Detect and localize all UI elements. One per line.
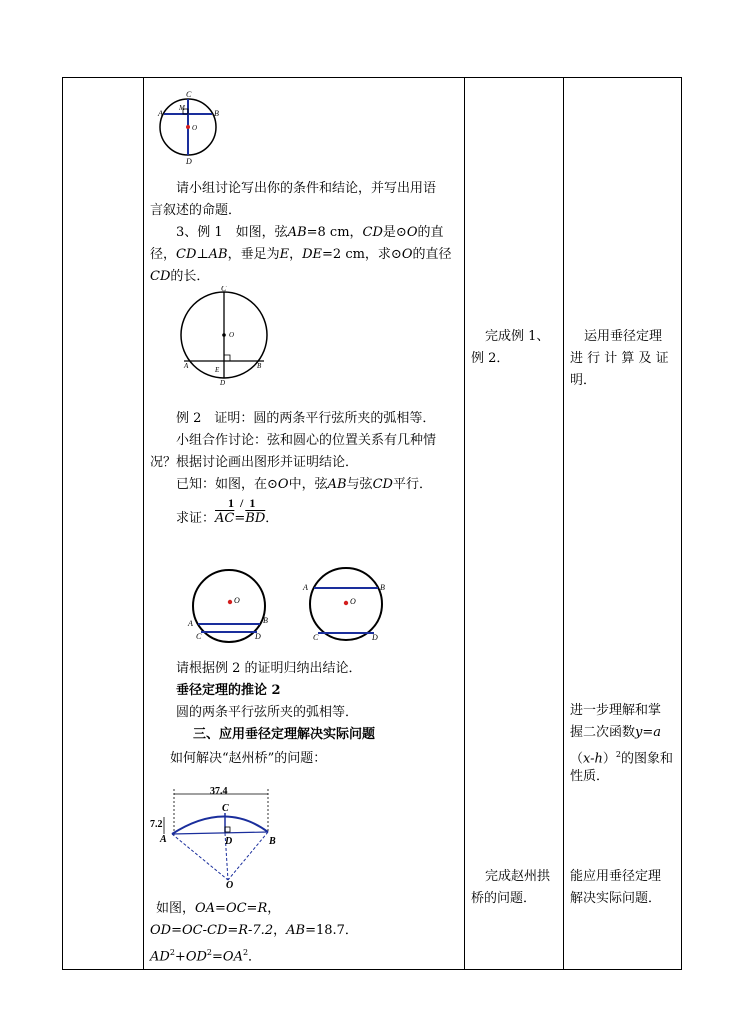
figure-example1-circle bbox=[175, 286, 275, 390]
discussion-prompt-line1: 请小组讨论写出你的条件和结论，并写出用语 bbox=[176, 181, 437, 196]
fig4-label-b: B bbox=[380, 583, 385, 592]
table-border-top bbox=[62, 77, 682, 78]
intent-c-line1: 能应用垂径定理 bbox=[570, 869, 662, 884]
intent-a-line1: 运用垂径定理 bbox=[584, 329, 663, 344]
example2-line2: 小组合作讨论：弦和圆心的位置关系有几种情 bbox=[176, 433, 437, 448]
bridge-label-d: D bbox=[225, 836, 233, 847]
intent-c-line2: 解决实际问题． bbox=[570, 891, 662, 906]
intent-b-line3: $(x-h)^2$的图象和 bbox=[570, 750, 674, 767]
example2-line3: 况？根据讨论画出图形并证明结论． bbox=[150, 455, 359, 470]
intent-b-line2: 握二次函数y=a bbox=[570, 725, 662, 740]
intent-a-line2: 进 行 计 算 及 证 bbox=[570, 351, 669, 366]
calc-line2: OD=OC-CD=R-7.2，AB=18.7． bbox=[150, 923, 358, 938]
fig2-label-a: A bbox=[184, 362, 189, 370]
fig3-label-a: A bbox=[188, 619, 193, 628]
discussion-prompt-line2: 言叙述的命题． bbox=[150, 203, 242, 218]
fig1-label-m: M bbox=[179, 104, 185, 112]
calc-line3: $AD^2+OD^2=OA^2$． bbox=[150, 948, 262, 965]
activity-b-line1: 完成赵州拱 bbox=[485, 869, 551, 884]
example2-prove: 求证：$\overline{AC}=\overline{BD}$． bbox=[176, 511, 279, 526]
table-col-divider-1 bbox=[143, 77, 144, 970]
figure-zhaozhou-bridge bbox=[148, 784, 288, 890]
corollary-title: 垂径定理的推论 2 bbox=[176, 683, 281, 698]
corollary-statement: 圆的两条平行弦所夹的弧相等． bbox=[176, 705, 359, 720]
fig3-label-d: D bbox=[255, 632, 261, 641]
table-border-left bbox=[62, 77, 63, 970]
table-col-divider-3 bbox=[563, 77, 564, 970]
fig2-label-b: B bbox=[257, 362, 262, 370]
figure-circle-perpendicular-diameter bbox=[150, 88, 240, 168]
table-col-divider-2 bbox=[464, 77, 465, 970]
figure-parallel-chords-opposite-sides bbox=[298, 566, 394, 650]
fig1-label-b: B bbox=[214, 109, 219, 118]
intent-a-line3: 明． bbox=[570, 373, 597, 388]
fig4-label-a: A bbox=[303, 583, 308, 592]
fig1-label-d: D bbox=[186, 157, 192, 166]
fig1-label-c: C bbox=[186, 90, 192, 99]
example2-line1: 例 2 证明：圆的两条平行弦所夹的弧相等． bbox=[176, 411, 436, 426]
bridge-label-b: B bbox=[269, 836, 276, 847]
bridge-label-o: O bbox=[226, 880, 234, 890]
fraction-artifact: 1/1 bbox=[228, 496, 262, 510]
fig4-label-d: D bbox=[372, 633, 378, 642]
example1-line2: 径，CD⊥AB，垂足为E，DE=2 cm，求⊙O的直径 bbox=[150, 247, 452, 262]
bridge-question: 如何解决“赵州桥”的问题： bbox=[170, 751, 327, 766]
table-border-bottom bbox=[62, 969, 682, 970]
bridge-height-label: 7.2 bbox=[150, 819, 163, 830]
fig4-label-c: C bbox=[313, 633, 319, 642]
example2-given: 已知：如图，在⊙O中，弦AB与弦CD平行． bbox=[176, 477, 432, 492]
fig2-label-d: D bbox=[220, 379, 226, 387]
fig1-label-o: O bbox=[192, 124, 198, 132]
fig1-label-a: A bbox=[158, 109, 163, 118]
intent-b-line4: 性质． bbox=[570, 769, 610, 784]
activity-a-line2: 例 2． bbox=[471, 351, 510, 366]
fig2-label-c: C bbox=[221, 286, 227, 293]
fig3-label-b: B bbox=[263, 616, 268, 625]
figure-parallel-chords-same-side bbox=[182, 566, 276, 650]
fig3-label-c: C bbox=[196, 632, 202, 641]
summary-prompt: 请根据例 2 的证明归纳出结论． bbox=[176, 661, 362, 676]
fig2-label-o: O bbox=[229, 331, 235, 339]
calc-line1: 如图，OA=OC=R， bbox=[156, 901, 281, 916]
example1-line1: 3、例 1 如图，弦AB=8 cm，CD是⊙O的直 bbox=[176, 225, 444, 240]
section3-heading: 三、应用垂径定理解决实际问题 bbox=[193, 727, 376, 742]
bridge-span-label: 37.4 bbox=[210, 786, 228, 797]
fig4-label-o: O bbox=[350, 597, 356, 606]
activity-b-line2: 桥的问题． bbox=[471, 891, 537, 906]
example1-line3: CD的长． bbox=[150, 269, 210, 284]
bridge-label-a: A bbox=[160, 834, 167, 845]
bridge-label-c: C bbox=[222, 803, 229, 814]
activity-a-line1: 完成例 1、 bbox=[485, 329, 550, 344]
fig2-label-e: E bbox=[215, 366, 220, 374]
intent-b-line1: 进一步理解和掌 bbox=[570, 703, 662, 718]
table-border-right bbox=[681, 77, 682, 970]
fig3-label-o: O bbox=[234, 596, 240, 605]
